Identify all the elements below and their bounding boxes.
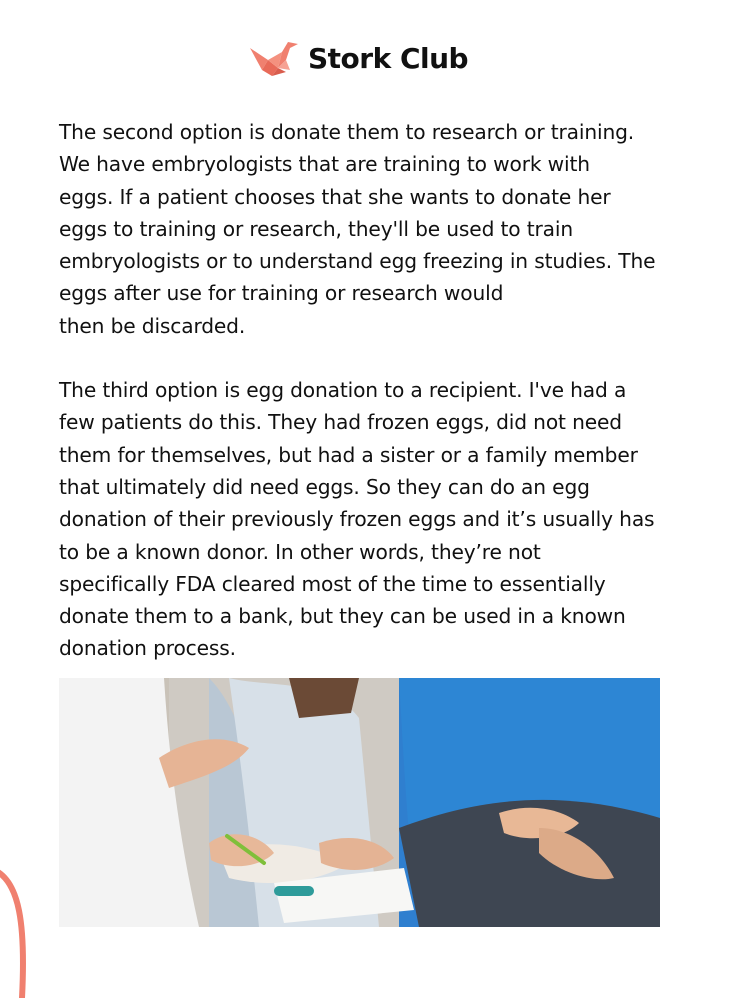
- paragraph-donation-option: The third option is egg donation to a recipient. I've had a few patients do this. They had frozen eggs, did not need them for themselves, but had a sister or a family member that ultimately did need eggs. So they can do an egg donation of their previously frozen eggs and it’s usually has to be a known donor. In other words, they’re not specifically FDA cleared most of the time to essentially donate them to a bank, but they can be used in a known donation process.: [59, 378, 655, 661]
- coral-arc-icon: [0, 860, 40, 998]
- article-body: [59, 116, 709, 665]
- paragraph-research-option: The second option is donate them to research or training. We have embryologists that are training to work with eggs. If a patient chooses that she wants to donate her eggs to training or research, they'll be used to train embryologists or to understand egg freezing in studies. The eggs after use for training or research would then be discarded.: [59, 120, 656, 338]
- brand-name: Stork Club: [308, 41, 469, 75]
- consultation-photo: [59, 678, 660, 927]
- stork-crane-icon: [248, 38, 302, 78]
- brand-logo: [248, 36, 468, 80]
